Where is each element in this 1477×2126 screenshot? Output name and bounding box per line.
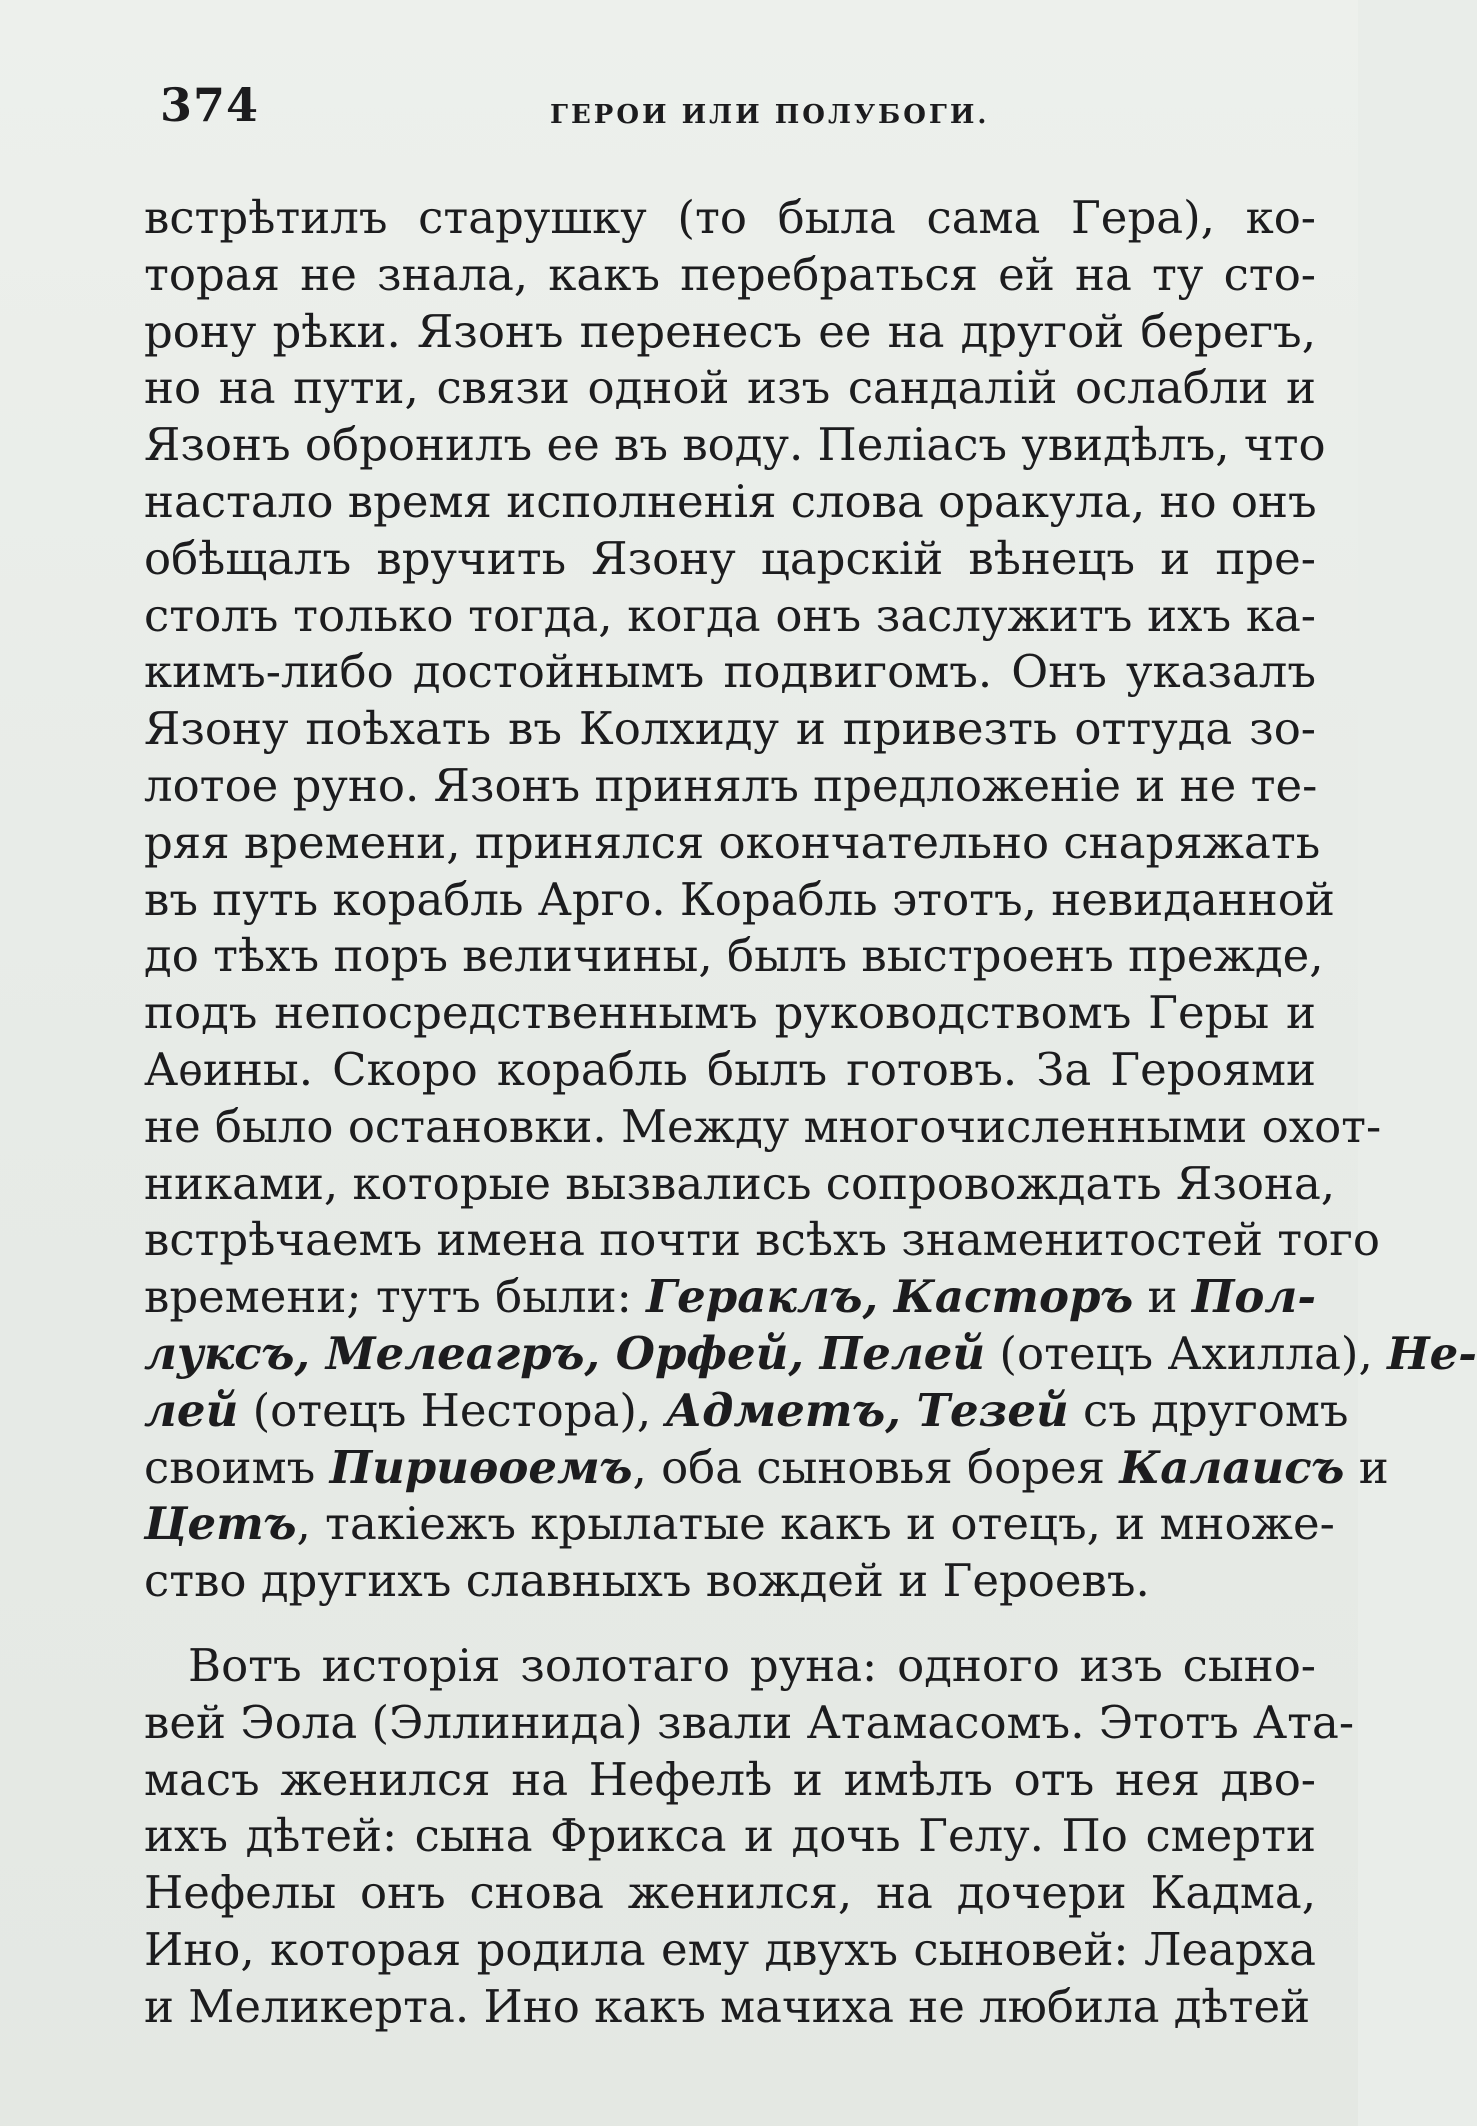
text-line: въ путь корабль Арго. Корабль этотъ, невиданной — [144, 872, 1335, 926]
text-line: ихъ дѣтей: сына Фрикса и дочь Гелу. По смерти — [144, 1809, 1316, 1863]
text-line: Ино, которая родила ему двухъ сыновей: Леарха — [144, 1922, 1316, 1976]
text-line: и Меликерта. Ино какъ мачиха не любила дѣтей — [144, 1979, 1311, 2033]
text-line: обѣщалъ вручить Язону царскій вѣнецъ и пре- — [144, 531, 1316, 585]
text-line: Аѳины. Скоро корабль былъ готовъ. За Героями — [144, 1042, 1316, 1096]
text-line: подъ непосредственнымъ руководствомъ Геры и — [144, 986, 1316, 1040]
text-line — [144, 1269, 1316, 1326]
text-segment: , оба сыновья борея — [632, 1440, 1120, 1494]
text-segment: съ другомъ — [1068, 1383, 1349, 1437]
text-line: лотое руно. Язонъ принялъ предложеніе и не те- — [144, 758, 1318, 812]
text-segment: (отецъ Ахилла), — [985, 1326, 1388, 1380]
running-title: ГЕРОИ ИЛИ ПОЛУБОГИ. — [550, 100, 990, 130]
text-segment: , такіежъ крылатые какъ и отецъ, и множе- — [296, 1497, 1335, 1551]
paragraph-gap — [144, 1610, 1316, 1638]
paragraph-1 — [144, 190, 1477, 1610]
text-line: до тѣхъ поръ величины, былъ выстроенъ прежде, — [144, 929, 1324, 983]
text-segment: и — [1133, 1270, 1192, 1324]
text-line: ряя времени, принялся окончательно снаряжать — [144, 815, 1321, 869]
text-line: торая не знала, какъ перебраться ей на ту сто- — [144, 247, 1316, 301]
text-line: но на пути, связи одной изъ сандалій ослабли и — [144, 361, 1316, 415]
italic-name: Цетъ — [144, 1497, 297, 1551]
text-line: встрѣтилъ старушку (то была сама Гера), ко- — [144, 191, 1316, 244]
italic-name: Адметъ, Тезей — [665, 1383, 1069, 1437]
text-line — [144, 1383, 1349, 1440]
text-line — [144, 1496, 1335, 1553]
text-line: не было остановки. Между многочисленными охот- — [144, 1099, 1382, 1153]
body-text — [144, 190, 1477, 2036]
text-line: рону рѣки. Язонъ перенесъ ее на другой берегъ, — [144, 304, 1316, 358]
text-line: настало время исполненія слова оракула, но онъ — [144, 474, 1317, 528]
italic-name: Калаисъ — [1119, 1440, 1345, 1494]
italic-name: Пириѳоемъ — [329, 1440, 633, 1494]
text-line: ство другихъ славныхъ вождей и Героевъ. — [144, 1554, 1150, 1608]
text-line — [144, 1326, 1477, 1383]
text-line: встрѣчаемъ имена почти всѣхъ знаменитостей того — [144, 1213, 1380, 1267]
italic-name: Пол- — [1191, 1270, 1316, 1324]
text-line: Язону поѣхать въ Колхиду и привезть оттуда зо- — [144, 702, 1316, 756]
italic-name: Не- — [1387, 1326, 1477, 1380]
text-line: вей Эола (Эллинида) звали Атамасомъ. Этотъ Ата- — [144, 1695, 1355, 1749]
italic-name: Гераклъ, Касторъ — [646, 1270, 1134, 1324]
italic-name: луксъ, Мелеагръ, Орфей, Пелей — [144, 1326, 986, 1380]
text-segment: и — [1344, 1440, 1389, 1494]
text-line: масъ женился на Нефелѣ и имѣлъ отъ нея дво- — [144, 1752, 1316, 1806]
text-line: Вотъ исторія золотаго руна: одного изъ сыно- — [188, 1638, 1316, 1692]
text-line: столъ только тогда, когда онъ заслужитъ ихъ ка- — [144, 588, 1316, 642]
page-header — [160, 78, 1298, 138]
text-segment: своимъ — [144, 1440, 330, 1494]
text-line — [144, 1440, 1389, 1497]
text-line: Язонъ обронилъ ее въ воду. Пеліасъ увидѣлъ, что — [144, 418, 1326, 472]
text-line: никами, которые вызвались сопровождать Язона, — [144, 1156, 1336, 1210]
text-segment: времени; тутъ были: — [144, 1270, 647, 1324]
page-number: 374 — [160, 78, 260, 132]
paragraph-2 — [144, 1638, 1355, 2036]
italic-name: лей — [144, 1383, 239, 1437]
text-segment: (отецъ Нестора), — [238, 1383, 666, 1437]
text-line: Нефелы онъ снова женился, на дочери Кадма, — [144, 1866, 1316, 1920]
text-line: кимъ-либо достойнымъ подвигомъ. Онъ указалъ — [144, 645, 1316, 699]
